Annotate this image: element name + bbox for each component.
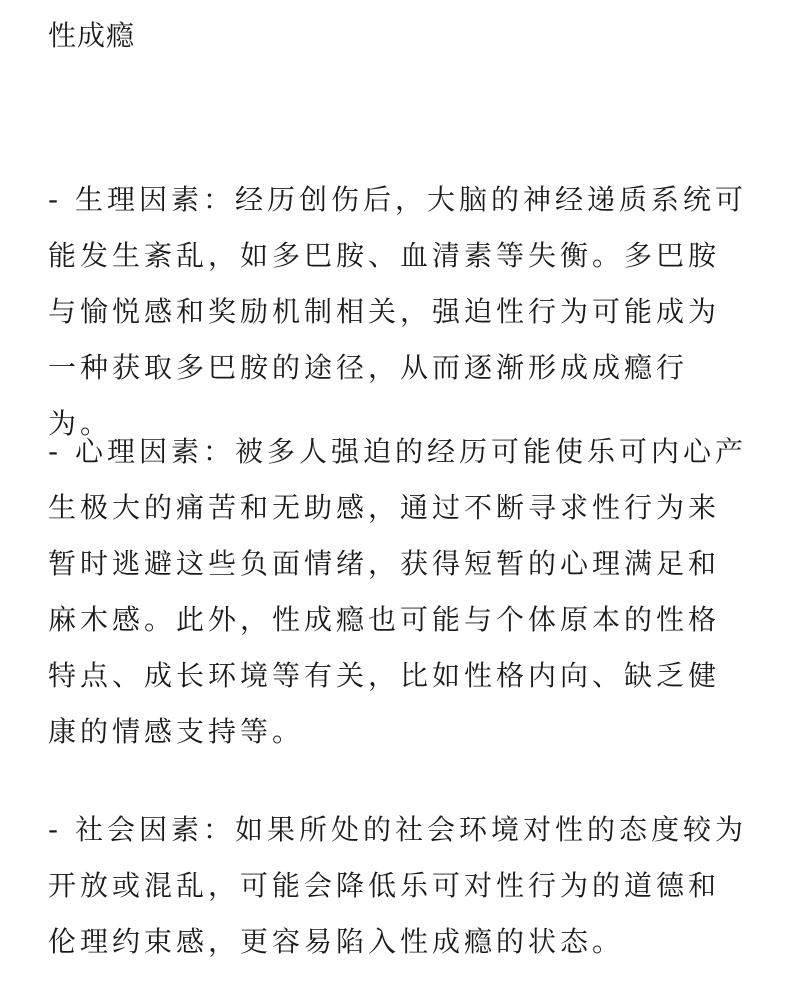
paragraph-psychological-factors: - 心理因素：被多人强迫的经历可能使乐可内心产生极大的痛苦和无助感，通过不断寻求性行为来暂时逃避这些负面情绪，获得短暂的心理满足和麻木感。此外，性成瘾也可能与个体原本的性格特点、成长环境等有关，比如性格内向、缺乏健康的情感支持等。 bbox=[48, 435, 748, 748]
page-title: 性成瘾 bbox=[48, 19, 136, 52]
paragraph-physiological-factors: - 生理因素：经历创伤后，大脑的神经递质系统可能发生紊乱，如多巴胺、血清素等失衡。多巴胺与愉悦感和奖励机制相关，强迫性行为可能成为一种获取多巴胺的途径，从而逐渐形成成瘾行为。 bbox=[48, 183, 748, 440]
paragraph-social-factors: - 社会因素：如果所处的社会环境对性的态度较为开放或混乱，可能会降低乐可对性行为的道德和伦理约束感，更容易陷入性成瘾的状态。 bbox=[48, 813, 748, 958]
